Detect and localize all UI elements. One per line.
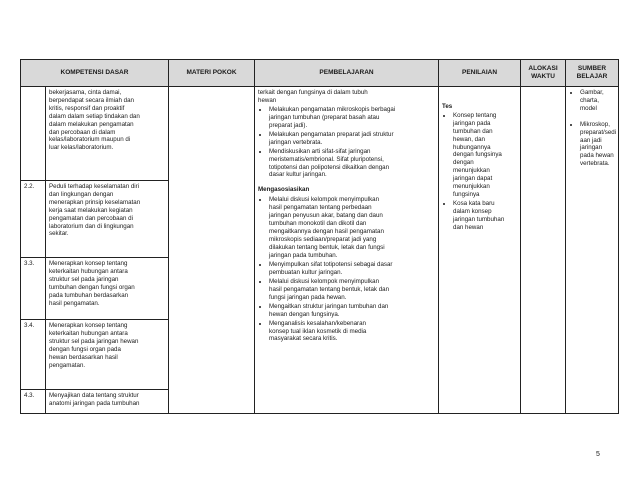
page-number: 5: [596, 451, 600, 458]
list-item: • Menyimpulkan sifat totipotensi sebagai dasar pembuatan kultur jaringan.: [269, 261, 435, 277]
mengasosiasikan-heading: Mengasosiasikan: [258, 186, 310, 194]
list-item: • Menganalisis kesalahan/kebenaran konsep tual iklan kosmetik di media masyarakat secara kritis.: [269, 320, 435, 344]
pembelajaran-intro: terkait dengan fungsinya di dalam tubuh hewan: [258, 89, 368, 104]
header-materi-pokok: MATERI POKOK: [169, 60, 255, 87]
list-item: • Mengaitkan struktur jaringan tumbuhan dan hewan dengan fungsinya.: [269, 303, 435, 319]
kd-number: 3.3.: [21, 258, 46, 320]
kd-number: [21, 87, 46, 181]
header-penilaian: PENILAIAN: [439, 60, 521, 87]
pembelajaran-bullets-b: [258, 196, 435, 343]
syllabus-table: [20, 59, 619, 414]
list-item: • Melalui diskusi kelompok menyimpulkan hasil pengamatan tentang perbedaan jaringan penyusun akar, batang dan daun tumbuhan monokotil dan dikotil dan mengaitkannya dengan hasil pengamatan mikroskopis sediaan/preparat jadi yang dilakukan tentang bentuk, letak dan fungsi jaringan pada tumbuhan.: [269, 196, 435, 259]
pembelajaran-cell: [255, 87, 439, 414]
header-sumber-belajar: [566, 60, 619, 87]
list-item: • Konsep tentang jaringan pada tumbuhan dan hewan, dan hubungannya dengan fungsinya dengan menunjukkan jaringan dapat menunjukkan fungsinya: [453, 112, 517, 199]
header-alokasi-line1: ALOKASI: [528, 65, 558, 72]
kd-number: 2.2.: [21, 181, 46, 258]
header-alokasi-line2: WAKTU: [531, 73, 555, 80]
list-item: • Melakukan pengamatan mikroskopis berbagai jaringan tumbuhan (preparat basah atau preparat jadi).: [269, 106, 435, 130]
tes-heading: Tes: [442, 103, 453, 110]
header-sumber-line2: BELAJAR: [576, 73, 608, 80]
list-item: • Melalui diskusi kelompok menyimpulkan hasil pengamatan tentang bentuk, letak dan fungsi jaringan pada hewan.: [269, 278, 435, 302]
penilaian-list: [442, 112, 517, 232]
pembelajaran-bullets-a: [258, 106, 435, 180]
sumber-list: [569, 89, 615, 168]
header-row: [21, 60, 619, 87]
header-sumber-line1: SUMBER: [577, 65, 607, 72]
list-item: • Gambar, charta, model: [580, 89, 615, 113]
penilaian-cell: [439, 87, 521, 414]
kd-number: 4.3.: [21, 390, 46, 414]
header-kompetensi-dasar: KOMPETENSI DASAR: [21, 60, 169, 87]
kd-text: Menerapkan konsep tentang keterkaitan hubungan antara struktur sel pada jaringan hewan dengan fungsi organ pada hewan berdasarkan hasil pengamatan.: [46, 320, 169, 390]
kd-text: Menyajikan data tentang struktur anatomi jaringan pada tumbuhan: [46, 390, 169, 414]
header-pembelajaran: PEMBELAJARAN: [255, 60, 439, 87]
list-item: • Mendiskusikan arti sifat-sifat jaringan meristematis/embrional. Sifat pluripotensi, totipotensi dan polipotensi dikaitkan dengan dasar kultur jaringan.: [269, 148, 435, 180]
list-item: • Mikroskop, preparat/sedi aan jadi jaringan pada hewan vertebrata.: [580, 121, 615, 168]
sumber-belajar-cell: [566, 87, 619, 414]
table-row: [21, 87, 619, 181]
kd-text: Menerapkan konsep tentang keterkaitan hubungan antara struktur sel pada jaringan tumbuhan dengan fungsi organ pada tumbuhan berdasarkan hasil pengamatan.: [46, 258, 169, 320]
list-item: • Kosa kata baru dalam konsep jaringan tumbuhan dan hewan: [453, 200, 517, 232]
materi-pokok-cell: [169, 87, 255, 414]
header-alokasi-waktu: [521, 60, 566, 87]
list-item: • Melakukan pengamatan preparat jadi struktur jaringan vertebrata.: [269, 131, 435, 147]
kd-text: bekerjasama, cinta damai, berpendapat secara ilmiah dan kritis, responsif dan proaktif dalam dalam setiap tindakan dan dalam melakukan pengamatan dan percobaan di dalam kelas/laboratorium maupun di luar kelas/laboratorium.: [46, 87, 169, 181]
kd-number: 3.4.: [21, 320, 46, 390]
kd-text: Peduli terhadap keselamatan diri dan lingkungan dengan menerapkan prinsip keselamatan kerja saat melakukan kegiatan pengamatan dan percobaan di laboratorium dan di lingkungan sekitar.: [46, 181, 169, 258]
alokasi-waktu-cell: [521, 87, 566, 414]
